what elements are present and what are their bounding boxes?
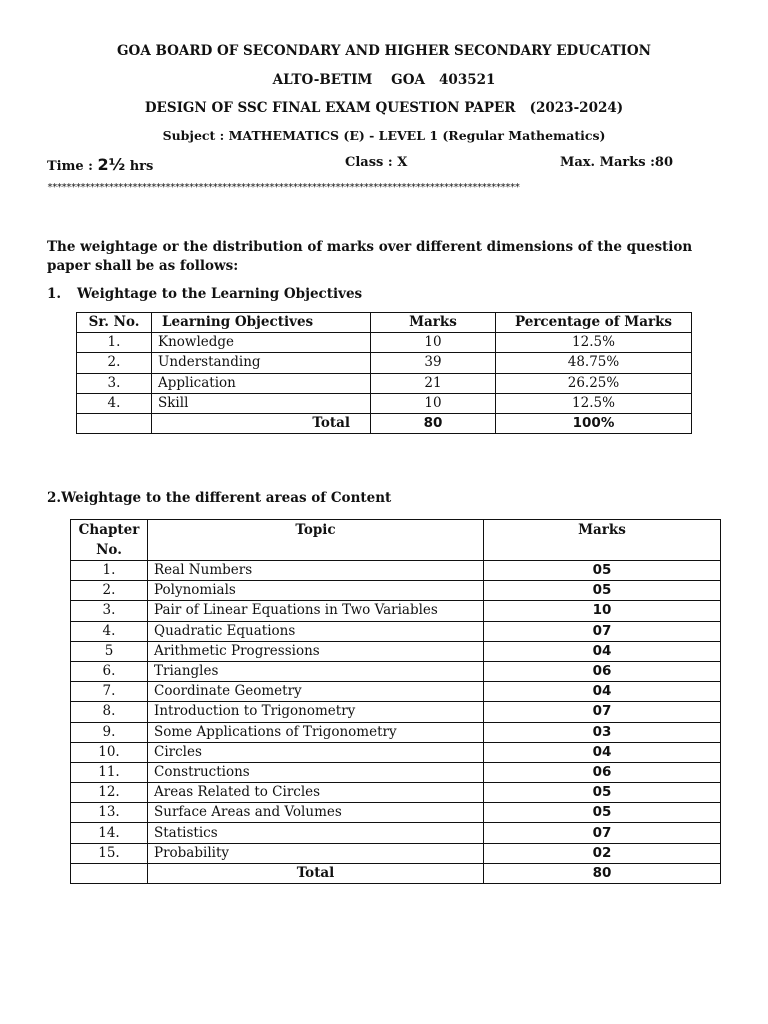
table-row: [71, 843, 721, 863]
col-sr-no: Sr. No.: [77, 313, 152, 333]
chapter-cell: 5: [71, 641, 148, 661]
sr-cell: 3.: [77, 373, 152, 393]
total-row: [71, 863, 721, 883]
table-row: [71, 722, 721, 742]
topic-cell: Pair of Linear Equations in Two Variables: [148, 601, 484, 621]
section2-heading: 2.Weightage to the different areas of Content: [47, 490, 392, 506]
chapter-cell: 4.: [71, 621, 148, 641]
topic-cell: Circles: [148, 742, 484, 762]
total-row: [77, 413, 692, 433]
marks-cell: 04: [484, 641, 721, 661]
time-label: Time :: [47, 159, 98, 174]
marks-cell: 10: [484, 601, 721, 621]
marks-cell: 05: [484, 803, 721, 823]
objective-cell: Knowledge: [152, 333, 371, 353]
table-row: [77, 373, 692, 393]
marks-cell: 10: [371, 333, 496, 353]
table-header-row: [77, 313, 692, 333]
col-percentage: Percentage of Marks: [496, 313, 692, 333]
section1-title: Weightage to the Learning Objectives: [77, 286, 363, 302]
paper-design-title: DESIGN OF SSC FINAL EXAM QUESTION PAPER (2023-2024): [144, 100, 624, 116]
col-marks: Marks: [371, 313, 496, 333]
class-info: [345, 155, 407, 170]
col-topic: Topic: [148, 520, 484, 561]
chapter-cell: 13.: [71, 803, 148, 823]
section1-heading: [47, 286, 362, 302]
topic-cell: Constructions: [148, 762, 484, 782]
chapter-cell: 3.: [71, 601, 148, 621]
total-label: Total: [152, 413, 371, 433]
subject-line: Subject : MATHEMATICS (E) - LEVEL 1 (Regular Mathematics): [162, 128, 606, 143]
table-header-row: [71, 520, 721, 561]
table-row: [71, 803, 721, 823]
chapter-cell: 11.: [71, 762, 148, 782]
time-value: 2½: [97, 155, 126, 174]
max-marks: Max. Marks :80: [559, 155, 673, 170]
total-percent: 100%: [496, 413, 692, 433]
objective-cell: Understanding: [152, 353, 371, 373]
chapter-cell: 7.: [71, 682, 148, 702]
marks-cell: 07: [484, 621, 721, 641]
percent-cell: 26.25%: [496, 373, 692, 393]
topic-cell: Probability: [148, 843, 484, 863]
table-row: [71, 682, 721, 702]
content-areas-table: [70, 519, 721, 884]
topic-cell: Surface Areas and Volumes: [148, 803, 484, 823]
intro-paragraph: The weightage or the distribution of marks over different dimensions of the question paper shall be as follows:: [47, 239, 693, 274]
topic-cell: Some Applications of Trigonometry: [148, 722, 484, 742]
content-table-body: [71, 561, 721, 864]
topic-cell: Quadratic Equations: [148, 621, 484, 641]
chapter-cell: 1.: [71, 561, 148, 581]
empty-cell: [77, 413, 152, 433]
section1-number: 1.: [47, 286, 62, 302]
marks-cell: 39: [371, 353, 496, 373]
marks-cell: 04: [484, 682, 721, 702]
marks-cell: 05: [484, 581, 721, 601]
topic-cell: Areas Related to Circles: [148, 783, 484, 803]
col-marks: Marks: [484, 520, 721, 561]
percent-cell: 12.5%: [496, 333, 692, 353]
empty-cell: [71, 863, 148, 883]
board-title: GOA BOARD OF SECONDARY AND HIGHER SECONDARY EDUCATION: [117, 43, 651, 59]
topic-cell: Polynomials: [148, 581, 484, 601]
class-label: Class :: [345, 155, 398, 170]
board-address: ALTO-BETIM GOA 403521: [272, 72, 496, 88]
sr-cell: 1.: [77, 333, 152, 353]
sr-cell: 4.: [77, 393, 152, 413]
chapter-cell: 15.: [71, 843, 148, 863]
marks-cell: 05: [484, 783, 721, 803]
marks-cell: 04: [484, 742, 721, 762]
table-row: [71, 601, 721, 621]
marks-cell: 07: [484, 823, 721, 843]
chapter-cell: 2.: [71, 581, 148, 601]
table-row: [71, 742, 721, 762]
table-row: [71, 762, 721, 782]
objective-cell: Skill: [152, 393, 371, 413]
marks-cell: 05: [484, 561, 721, 581]
topic-cell: Statistics: [148, 823, 484, 843]
topic-cell: Coordinate Geometry: [148, 682, 484, 702]
table-row: [71, 661, 721, 681]
percent-cell: 48.75%: [496, 353, 692, 373]
marks-cell: 21: [371, 373, 496, 393]
topic-cell: Triangles: [148, 661, 484, 681]
percent-cell: 12.5%: [496, 393, 692, 413]
time-unit: hrs: [125, 159, 154, 174]
table-row: [77, 393, 692, 413]
chapter-cell: 14.: [71, 823, 148, 843]
marks-cell: 07: [484, 702, 721, 722]
marks-cell: 02: [484, 843, 721, 863]
chapter-cell: 8.: [71, 702, 148, 722]
chapter-cell: 6.: [71, 661, 148, 681]
table-row: [71, 581, 721, 601]
marks-cell: 10: [371, 393, 496, 413]
sr-cell: 2.: [77, 353, 152, 373]
marks-cell: 03: [484, 722, 721, 742]
separator-line: ****************************************************************************************************: [47, 182, 520, 193]
topic-cell: Real Numbers: [148, 561, 484, 581]
table-row: [71, 621, 721, 641]
col-learning-objectives: Learning Objectives: [152, 313, 371, 333]
chapter-cell: 12.: [71, 783, 148, 803]
topic-cell: Introduction to Trigonometry: [148, 702, 484, 722]
chapter-cell: 10.: [71, 742, 148, 762]
total-marks: 80: [371, 413, 496, 433]
table-row: [71, 641, 721, 661]
table-row: [71, 783, 721, 803]
col-chapter-no: Chapter No.: [71, 520, 148, 561]
time-info: [47, 155, 153, 174]
objective-cell: Application: [152, 373, 371, 393]
marks-cell: 06: [484, 762, 721, 782]
marks-cell: 06: [484, 661, 721, 681]
class-value: X: [397, 155, 408, 170]
total-marks: 80: [484, 863, 721, 883]
exam-meta-row: [47, 155, 673, 175]
table-row: [77, 353, 692, 373]
chapter-cell: 9.: [71, 722, 148, 742]
table-row: [71, 702, 721, 722]
total-label: Total: [148, 863, 484, 883]
learning-objectives-table: [76, 312, 692, 434]
table-row: [71, 561, 721, 581]
topic-cell: Arithmetic Progressions: [148, 641, 484, 661]
table-row: [77, 333, 692, 353]
table-row: [71, 823, 721, 843]
